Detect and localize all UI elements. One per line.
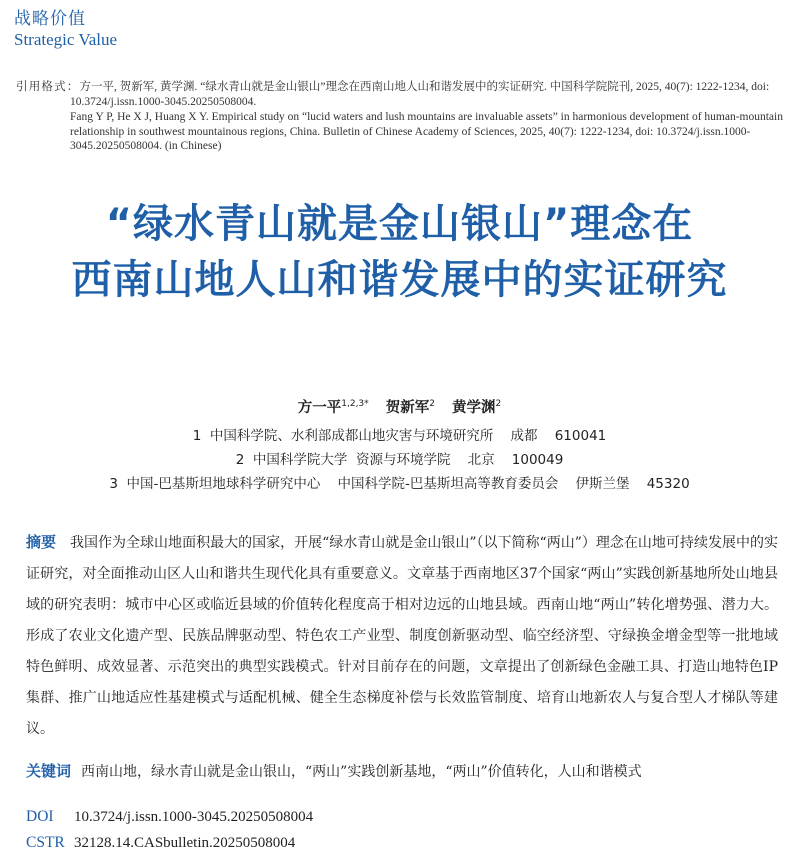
abstract-label: 摘要: [26, 533, 57, 551]
author-name: 贺新军: [385, 400, 430, 416]
author-name: 黄学渊: [452, 400, 496, 416]
article-title-line-2: 西南山地人山和谐发展中的实证研究: [71, 257, 728, 303]
article-title-line-1: “绿水青山就是金山银山”理念在: [105, 201, 694, 247]
doi-value[interactable]: 10.3724/j.issn.1000-3045.20250508004: [74, 809, 314, 825]
article-title: [0, 196, 799, 308]
author: [386, 400, 435, 416]
abstract-text: 我国作为全球山地面积最大的国家，开展“绿水青山就是金山银山”（以下简称“两山”）理念在山地可持续发展中的实证研究，对全面推动山区人山和谐共生现代化具有重要意义。文章基于西南地区37个国家“两山”实践创新基地所处山地县域的研究表明：城市中心区或临近县域的价值转化程度高于相对边远的山地县域。西南山地“两山”转化增势强、潜力大。形成了农业文化遗产型、民族品牌驱动型、特色农工产业型、制度创新驱动型、临空经济型、守绿换金增金型等一批地域特色鲜明、成效显著、示范突出的典型实践模式。针对目前存在的问题，文章提出了创新绿色金融工具、打造山地特色IP集群、推广山地适应性基建模式与适配机械、健全生态梯度补偿与长效监管制度、培育山地新农人与复合型人才梯队等建议。: [26, 535, 778, 737]
author-name: 方一平: [297, 400, 342, 416]
keywords-label: 关键词: [26, 762, 72, 780]
doi-row: [26, 804, 313, 830]
section-title-zh: 战略价值: [14, 9, 86, 29]
identifier-block: [26, 804, 313, 856]
keywords-text: 西南山地，绿水青山就是金山银山，“两山”实践创新基地，“两山”价值转化，人山和谐模式: [81, 764, 642, 780]
section-header: [14, 8, 117, 50]
section-title-en: Strategic Value: [14, 30, 118, 49]
cstr-row: [26, 830, 313, 856]
citation-zh-line: [16, 80, 786, 109]
affiliation-item: 1 中国科学院、水利部成都山地灾害与环境研究所 成都 610041: [192, 428, 607, 444]
author-affiliation-mark: 2: [429, 399, 435, 410]
affiliation-item: 3 中国-巴基斯坦地球科学研究中心 中国科学院-巴基斯坦高等教育委员会 伊斯兰堡 45320: [109, 476, 690, 492]
doi-label: DOI: [26, 808, 54, 825]
citation-zh: 方一平, 贺新军, 黄学渊. “绿水青山就是金山银山”理念在西南山地人山和谐发展中的实证研究. 中国科学院院刊, 2025, 40(7): 1222-1234, doi: 10.3724/j.issn.1000-3045.20250508004.: [70, 81, 770, 108]
citation-block: [16, 80, 786, 154]
citation-label: 引用格式：: [16, 81, 80, 93]
keywords-section: [26, 759, 778, 784]
affiliation-list: [0, 424, 799, 496]
author-affiliation-mark: 1,2,3*: [341, 399, 369, 410]
author: [452, 400, 501, 416]
cstr-label: CSTR: [26, 834, 65, 851]
author-list: [0, 396, 799, 417]
affiliation-item: 2 中国科学院大学 资源与环境学院 北京 100049: [235, 452, 564, 468]
author: [298, 400, 369, 416]
abstract-section: [26, 527, 778, 745]
author-affiliation-mark: 2: [495, 399, 502, 410]
cstr-value: 32128.14.CASbulletin.20250508004: [74, 835, 296, 851]
citation-en: Fang Y P, He X J, Huang X Y. Empirical study on “lucid waters and lush mountains are invaluable assets” in harmonious development of human-mountain relationship in southwest mountainous regions, China. Bulletin of Chinese Academy of Sciences, 2025, 40(7): 1222-1234, doi: 10.3724/j.issn.1000-3045.20250508004. (in Chinese): [70, 111, 783, 152]
